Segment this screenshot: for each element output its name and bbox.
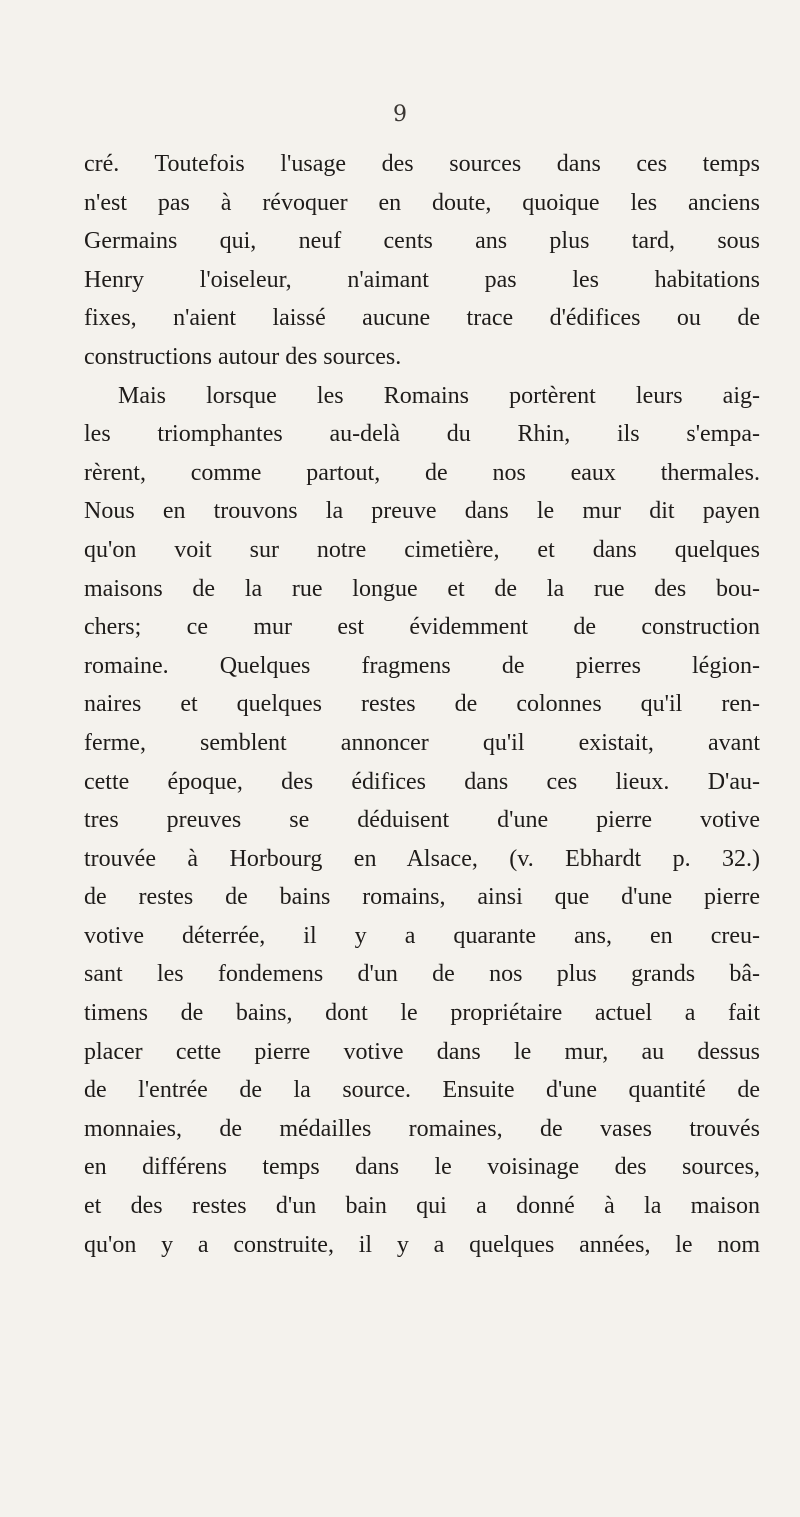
text-line: de l'entrée de la source. Ensuite d'une quantité de <box>84 1077 760 1104</box>
text-line: Germains qui, neuf cents ans plus tard, sous <box>84 228 760 255</box>
text-line: chers; ce mur est évidemment de construction <box>84 614 760 641</box>
text-line: Henry l'oiseleur, n'aimant pas les habitations <box>84 266 760 293</box>
text-line: placer cette pierre votive dans le mur, au dessus <box>84 1038 760 1065</box>
text-line: qu'on voit sur notre cimetière, et dans quelques <box>84 536 760 563</box>
text-line: ferme, semblent annoncer qu'il existait, avant <box>84 729 760 756</box>
text-line: tres preuves se déduisent d'une pierre votive <box>84 807 760 834</box>
text-line: votive déterrée, il y a quarante ans, en creu- <box>84 922 760 949</box>
text-line: trouvée à Horbourg en Alsace, (v. Ebhardt p. 32.) <box>84 845 760 872</box>
text-line: cré. Toutefois l'usage des sources dans ces temps <box>84 151 760 177</box>
text-line: en différens temps dans le voisinage des sources, <box>84 1154 760 1181</box>
text-line: n'est pas à révoquer en doute, quoique les anciens <box>84 189 760 216</box>
body-text <box>84 145 760 1264</box>
text-line: et des restes d'un bain qui a donné à la maison <box>84 1193 760 1220</box>
text-line: cette époque, des édifices dans ces lieux. D'au- <box>84 768 760 795</box>
text-line: Nous en trouvons la preuve dans le mur dit payen <box>84 498 760 525</box>
text-line: constructions autour des sources. <box>84 343 402 370</box>
text-line: Mais lorsque les Romains portèrent leurs aig- <box>118 382 760 409</box>
text-line: maisons de la rue longue et de la rue des bou- <box>84 575 760 602</box>
text-line: fixes, n'aient laissé aucune trace d'édifices ou de <box>84 305 760 332</box>
text-line: timens de bains, dont le propriétaire actuel a fait <box>84 1000 760 1027</box>
text-line: sant les fondemens d'un de nos plus grands bâ- <box>84 961 760 988</box>
page-number: 9 <box>393 102 407 127</box>
text-line: de restes de bains romains, ainsi que d'une pierre <box>84 884 760 911</box>
text-line: romaine. Quelques fragmens de pierres légion- <box>84 652 760 679</box>
text-line: qu'on y a construite, il y a quelques années, le nom <box>84 1231 760 1258</box>
text-line: monnaies, de médailles romaines, de vases trouvés <box>84 1115 760 1142</box>
text-line: naires et quelques restes de colonnes qu'il ren- <box>84 691 760 718</box>
text-line: rèrent, comme partout, de nos eaux thermales. <box>84 459 760 486</box>
text-line: les triomphantes au-delà du Rhin, ils s'empa- <box>84 421 760 448</box>
